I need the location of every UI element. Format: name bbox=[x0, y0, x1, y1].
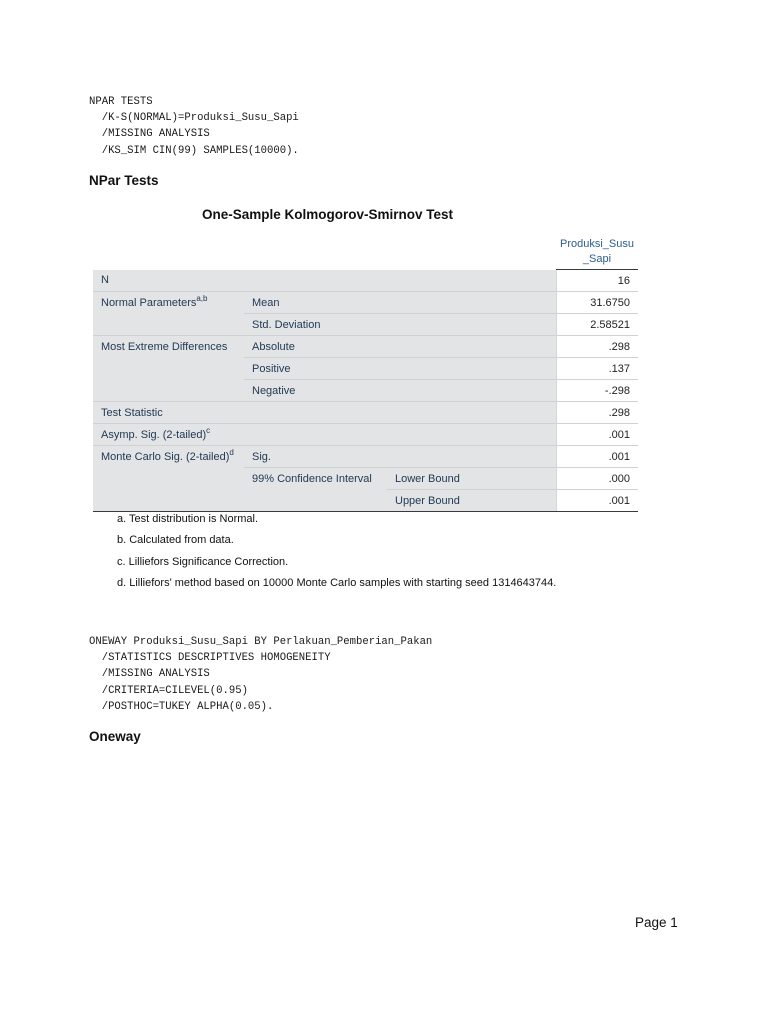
ks-test-table bbox=[93, 231, 638, 512]
footnote-ref-d: d bbox=[229, 447, 234, 457]
footnote-a: a. Test distribution is Normal. bbox=[117, 513, 259, 525]
ks-table-title: One-Sample Kolmogorov-Smirnov Test bbox=[201, 207, 454, 222]
value-lower-bound: .000 bbox=[556, 468, 638, 490]
row-label-n: N bbox=[93, 270, 556, 292]
row-label-confidence-interval: 99% Confidence Interval bbox=[244, 468, 387, 490]
npar-tests-syntax: NPAR TESTS /K-S(NORMAL)=Produksi_Susu_Sapi /MISSING ANALYSIS /KS_SIM CIN(99) SAMPLES(10000). bbox=[89, 96, 299, 157]
row-label-positive: Positive bbox=[244, 358, 556, 380]
table-row-test-statistic bbox=[93, 402, 638, 424]
row-label-negative: Negative bbox=[244, 380, 556, 402]
table-row-absolute bbox=[93, 336, 638, 358]
table-row-upper-bound bbox=[93, 490, 638, 512]
table-row-n bbox=[93, 270, 638, 292]
row-label-std-deviation: Std. Deviation bbox=[244, 314, 556, 336]
table-row-monte-carlo-sig bbox=[93, 446, 638, 468]
oneway-heading: Oneway bbox=[89, 729, 141, 744]
row-label-test-statistic: Test Statistic bbox=[93, 402, 556, 424]
row-label-most-extreme-differences: Most Extreme Differences bbox=[93, 336, 244, 358]
footnote-b: b. Calculated from data. bbox=[117, 534, 234, 547]
table-header-row bbox=[93, 231, 638, 270]
row-label-lower-bound: Lower Bound bbox=[387, 468, 556, 490]
value-absolute: .298 bbox=[556, 336, 638, 358]
value-std-deviation: 2.58521 bbox=[556, 314, 638, 336]
value-negative: -.298 bbox=[556, 380, 638, 402]
value-n: 16 bbox=[556, 270, 638, 292]
table-row-negative bbox=[93, 380, 638, 402]
npar-tests-heading: NPar Tests bbox=[89, 173, 159, 188]
value-asymp-sig: .001 bbox=[556, 424, 638, 446]
column-header-variable: Produksi_Susu _Sapi bbox=[556, 231, 638, 270]
page-number: Page 1 bbox=[635, 915, 678, 930]
row-label-upper-bound: Upper Bound bbox=[387, 490, 556, 512]
value-sig: .001 bbox=[556, 446, 638, 468]
table-row-asymp-sig bbox=[93, 424, 638, 446]
value-upper-bound: .001 bbox=[556, 490, 638, 512]
row-label-normal-parameters: Normal Parameters$^{a,b}$ bbox=[93, 292, 244, 314]
row-label-sig: Sig. bbox=[244, 446, 556, 468]
row-label-monte-carlo-sig: Monte Carlo Sig. (2-tailed)$^d$ bbox=[93, 446, 244, 468]
value-positive: .137 bbox=[556, 358, 638, 380]
table-row-lower-bound bbox=[93, 468, 638, 490]
oneway-syntax: ONEWAY Produksi_Susu_Sapi BY Perlakuan_Pemberian_Pakan /STATISTICS DESCRIPTIVES HOMOGENEITY /MISSING ANALYSIS /CRITERIA=CILEVEL(0.95) /POSTHOC=TUKEY ALPHA(0.05). bbox=[89, 636, 433, 713]
table-row-mean bbox=[93, 292, 638, 314]
row-label-absolute: Absolute bbox=[244, 336, 556, 358]
footnote-ref-c: c bbox=[206, 425, 211, 435]
row-label-asymp-sig: Asymp. Sig. (2-tailed)$^c$ bbox=[93, 424, 556, 446]
row-label-mean: Mean bbox=[244, 292, 556, 314]
table-row-std-deviation bbox=[93, 314, 638, 336]
footnote-ref-ab: a,b bbox=[196, 293, 208, 303]
value-mean: 31.6750 bbox=[556, 292, 638, 314]
footnote-d: d. Lilliefors' method based on 10000 Monte Carlo samples with starting seed 1314643744. bbox=[117, 576, 557, 589]
table-footnotes bbox=[117, 512, 556, 597]
table-row-positive bbox=[93, 358, 638, 380]
footnote-c: c. Lilliefors Significance Correction. bbox=[117, 555, 289, 568]
value-test-statistic: .298 bbox=[556, 402, 638, 424]
